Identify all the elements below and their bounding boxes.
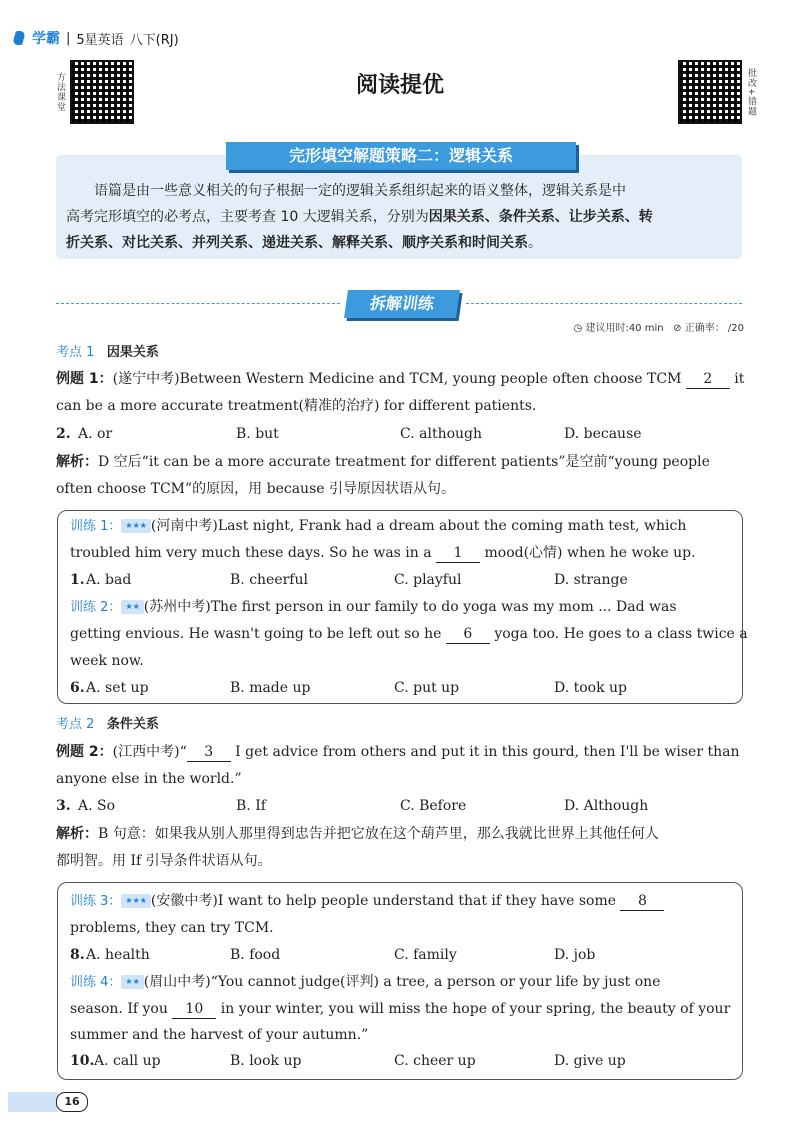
option-a: A. set up — [86, 680, 149, 696]
train4-text2a: season. If you — [70, 1001, 173, 1017]
section-banner: 拆解训练 — [344, 290, 460, 318]
kp2-label: 考点 2 — [56, 717, 95, 732]
question-number: 10. — [70, 1053, 95, 1069]
option-b: B. made up — [230, 680, 311, 696]
option-a: A. health — [86, 947, 150, 963]
analysis2-label: 解析： — [56, 826, 98, 842]
example2-line2: anyone else in the world.” — [56, 771, 242, 787]
train1-text1: Last night, Frank had a dream about the coming math test, which — [217, 518, 687, 534]
train2-blank: 6 — [446, 625, 490, 644]
qr-left-label: 方法课堂 — [55, 72, 65, 112]
analysis1-line1 — [56, 449, 746, 475]
train3-line1 — [70, 888, 740, 915]
brand-logo-icon — [12, 31, 26, 45]
footer-accent — [8, 1092, 58, 1112]
analysis1-line2: often choose TCM”的原因，用 because 引导原因状语从句。 — [56, 481, 455, 497]
train4-text2b: in your winter, you will miss the hope of your spring, the beauty of your — [216, 1001, 731, 1017]
train1-line2 — [70, 540, 740, 566]
train2-text1: The first person in our family to do yoga was my mom ... Dad was — [210, 599, 677, 615]
option-c: C. put up — [394, 680, 460, 696]
example1-options — [56, 421, 746, 447]
brand-name: 学霸 — [32, 31, 60, 47]
train2-line2 — [70, 621, 748, 647]
train4-text1: “You cannot judge(评判) a tree, a person or your life by just one — [210, 974, 661, 990]
train1-line1 — [70, 513, 740, 540]
difficulty-stars-icon: ★★ — [121, 975, 143, 989]
example1-text-a: Between Western Medicine and TCM, young people often choose TCM — [179, 371, 686, 387]
option-b: B. cheerful — [230, 572, 308, 588]
option-d: D. Although — [564, 798, 649, 814]
train1-options — [70, 567, 740, 593]
option-c: C. although — [400, 426, 483, 442]
option-d: D. took up — [554, 680, 628, 696]
train3-blank: 8 — [620, 892, 664, 911]
clock-icon: ◷ — [573, 323, 583, 334]
question-number: 1. — [70, 572, 85, 588]
train4-line2 — [70, 996, 740, 1022]
question-number: 8. — [70, 947, 85, 963]
train3-source: (安徽中考) — [150, 893, 218, 909]
option-b: B. but — [236, 426, 279, 442]
example2-label: 例题 2： — [56, 744, 113, 760]
strategy-line-3 — [66, 230, 738, 256]
page-number: 16 — [56, 1092, 88, 1112]
train3-line2: problems, they can try TCM. — [70, 920, 274, 936]
train2-options — [70, 675, 740, 701]
option-b: B. look up — [230, 1053, 302, 1069]
analysis1-text1: D 空后“it can be a more accurate treatment for different patients”是空前“young people — [98, 454, 710, 470]
header — [14, 28, 179, 48]
strategy-bold-1: 因果关系、条件关系、让步关系、转 — [428, 209, 653, 225]
option-d: D. job — [554, 947, 596, 963]
example2-quote: “ — [179, 744, 187, 760]
train2-text2a: getting envious. He wasn't going to be left out so he — [70, 626, 446, 642]
option-a: A. So — [78, 798, 116, 814]
qr-right-label: 批改+错题 — [746, 67, 756, 117]
train4-label: 训练 4： — [70, 975, 122, 990]
example1-blank: 2 — [686, 370, 730, 389]
option-d: D. because — [564, 426, 642, 442]
example2-blank: 3 — [187, 743, 231, 762]
series-name: 5星英语 — [76, 32, 124, 48]
option-c: C. cheer up — [394, 1053, 476, 1069]
train2-text2b: yoga too. He goes to a class twice a — [489, 626, 748, 642]
divider-right — [466, 303, 742, 304]
analysis2-line2: 都明智。用 If 引导条件状语从句。 — [56, 853, 272, 869]
kp1-heading — [56, 339, 746, 366]
difficulty-stars-icon: ★★ — [121, 600, 143, 614]
accuracy-rate: 正确率： /20 — [684, 323, 744, 334]
option-b: B. food — [230, 947, 281, 963]
strategy-title: 完形填空解题策略二：逻辑关系 — [226, 142, 576, 170]
example1-line1 — [56, 366, 746, 392]
train2-line1 — [70, 594, 740, 621]
check-icon: ⊘ — [673, 323, 682, 334]
train4-line3: summer and the harvest of your autumn.” — [70, 1027, 369, 1043]
example1-text-b: it — [729, 371, 745, 387]
analysis2-text1: B 句意：如果我从别人那里得到忠告并把它放在这个葫芦里，那么我就比世界上其他任何人 — [98, 826, 659, 842]
question-number: 2. — [56, 426, 71, 442]
example2-text-b: I get advice from others and put it in this gourd, then I'll be wiser than — [230, 744, 740, 760]
train2-source: (苏州中考) — [143, 599, 211, 615]
option-b: B. If — [236, 798, 266, 814]
train1-text2b: mood(心情) when he woke up. — [480, 545, 696, 561]
strategy-bold-2: 折关系、对比关系、并列关系、递进关系、解释关系、顺序关系和时间关系 — [66, 235, 528, 251]
train3-options — [70, 942, 740, 968]
train4-options — [70, 1048, 740, 1074]
train4-line1 — [70, 969, 740, 996]
question-number: 6. — [70, 680, 85, 696]
kp1-title: 因果关系 — [106, 345, 159, 360]
train4-blank: 10 — [172, 1000, 216, 1019]
example1-source: (遂宁中考) — [112, 371, 180, 387]
option-c: C. Before — [400, 798, 467, 814]
kp2-heading — [56, 711, 746, 738]
train2-label: 训练 2： — [70, 600, 122, 615]
train3-label: 训练 3： — [70, 894, 122, 909]
strategy-line-2 — [66, 204, 738, 230]
divider-left — [56, 303, 340, 304]
train1-blank: 1 — [436, 544, 480, 563]
strategy-tail: 。 — [528, 235, 542, 251]
train1-label: 训练 1： — [70, 519, 122, 534]
difficulty-stars-icon: ★★★ — [121, 519, 151, 533]
strategy-text — [66, 178, 738, 256]
timing-info — [574, 319, 744, 334]
option-a: A. or — [78, 426, 113, 442]
example1-label: 例题 1： — [56, 371, 113, 387]
train3-text1: I want to help people understand that if they have some — [217, 893, 621, 909]
train2-line3: week now. — [70, 653, 144, 669]
difficulty-stars-icon: ★★★ — [121, 894, 151, 908]
analysis1-label: 解析： — [56, 454, 98, 470]
grade-label: 八下(RJ) — [129, 32, 179, 48]
example1-line2: can be a more accurate treatment(精准的治疗) for different patients. — [56, 398, 537, 414]
strategy-line-1: 语篇是由一些意义相关的句子根据一定的逻辑关系组织起来的语义整体，逻辑关系是中 — [94, 183, 626, 199]
strategy-line-2-text: 高考完形填空的必考点，主要考查 10 大逻辑关系，分别为 — [66, 209, 429, 225]
option-c: C. playful — [394, 572, 462, 588]
option-d: D. strange — [554, 572, 628, 588]
page-title: 阅读提优 — [355, 73, 444, 98]
kp2-title: 条件关系 — [106, 717, 159, 732]
question-number: 3. — [56, 798, 71, 814]
example2-options — [56, 793, 746, 819]
option-a: A. call up — [94, 1053, 161, 1069]
train1-text2a: troubled him very much these days. So he was in a — [70, 545, 437, 561]
header-divider: | — [66, 30, 71, 46]
suggested-time: 建议用时:40 min — [585, 323, 664, 334]
kp1-label: 考点 1 — [56, 345, 95, 360]
option-a: A. bad — [86, 572, 132, 588]
example2-line1 — [56, 739, 746, 765]
train4-source: (眉山中考) — [143, 974, 211, 990]
example2-source: (江西中考) — [112, 744, 180, 760]
option-c: C. family — [394, 947, 457, 963]
option-d: D. give up — [554, 1053, 626, 1069]
analysis2-line1 — [56, 821, 746, 847]
train1-source: (河南中考) — [150, 518, 218, 534]
